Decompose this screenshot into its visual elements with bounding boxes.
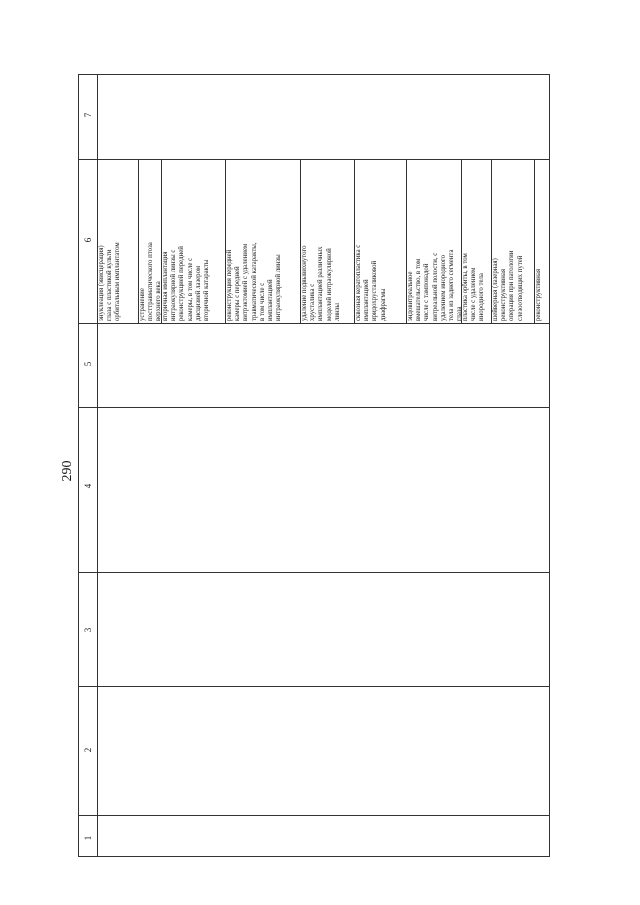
procedure-text: вторичная имплантация интраокулярной линзы с реконструкцией передней камеры, в том числе с дисцизией лазером вторичной катаракты — [162, 246, 211, 321]
procedure-cell — [139, 240, 161, 322]
col-number-4: 4 — [83, 483, 93, 489]
procedure-cell — [462, 240, 491, 322]
procedure-cell — [301, 240, 354, 322]
procedure-text: реконструкция передней камеры с передней витрэктомией с удалением травматической катаракты, в том числе с имплантацией интраокулярной линзы — [226, 242, 283, 321]
col-divider-3-2 — [79, 686, 549, 687]
procedure-cell — [355, 240, 406, 322]
procedure-cell — [162, 240, 225, 322]
col-number-5: 5 — [83, 361, 93, 367]
procedure-text: сквозная кератопластика с имплантацией иридохрусталиковой диафрагмы — [355, 244, 387, 321]
col-divider-6-5 — [79, 323, 549, 324]
procedure-text: эндовитреальное вмешательство, в том числе с тампонадой витреальной полости, с удалением инородного тела из заднего сегмента глаза — [407, 249, 464, 321]
col-number-7: 7 — [83, 112, 93, 118]
col-number-1: 1 — [83, 835, 93, 841]
col-number-2: 2 — [83, 747, 93, 753]
procedure-text: реконструктивная — [535, 269, 542, 321]
procedure-cell — [407, 240, 464, 322]
procedure-cell — [226, 240, 300, 322]
col-divider-4-3 — [79, 572, 549, 573]
col-number-6: 6 — [83, 237, 93, 243]
procedure-text: энуклеация (эвисцерация) глаза с пластикой культи орбитальным имплантатом — [98, 242, 122, 321]
procedure-text: пластика орбиты, в том числе с удалением инородного тела — [462, 253, 486, 321]
col-number-3: 3 — [83, 627, 93, 633]
procedure-cell — [535, 240, 549, 322]
procedure-cell — [492, 240, 534, 322]
procedure-text: удаление подвывихнутого хрусталика с имплантацией различных моделей интраокулярной линзы — [301, 245, 341, 321]
procedures-table — [78, 74, 550, 857]
procedure-text: устранение посттравматического птоза верхнего века — [139, 242, 163, 321]
procedure-text: шейверная (лазерная) реконструктивная операция при патологии слезоотводящих путей — [492, 250, 524, 321]
col-divider-7-6 — [79, 159, 549, 160]
header-row-divider — [97, 75, 98, 856]
procedure-cell — [98, 240, 138, 322]
page-number: 290 — [60, 460, 75, 482]
col-divider-5-4 — [79, 407, 549, 408]
col-divider-2-1 — [79, 815, 549, 816]
